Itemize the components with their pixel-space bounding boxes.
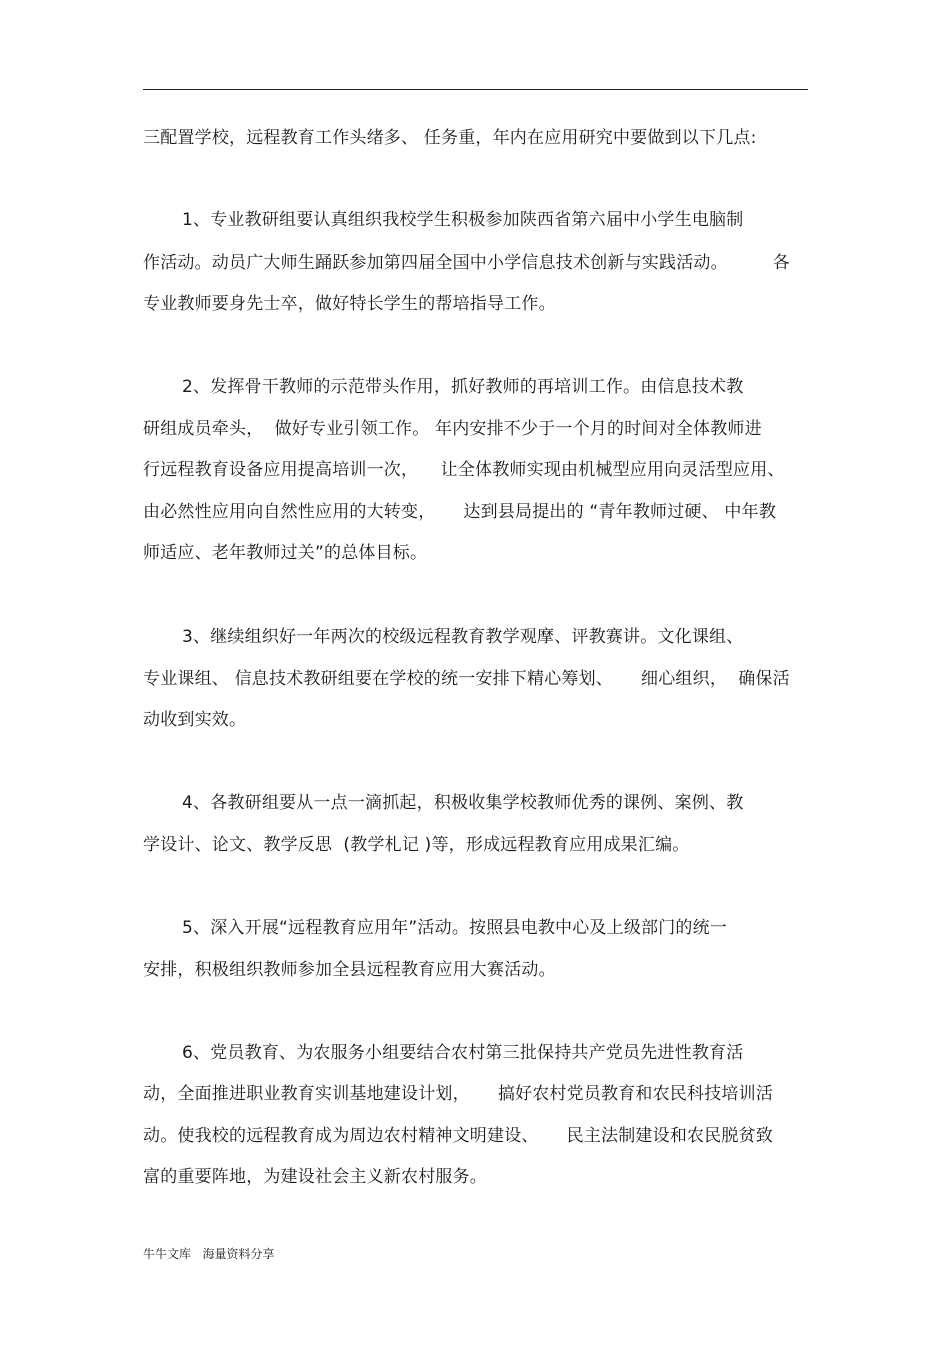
item-6-line-4: 富的重要阵地，为建设社会主义新农村服务。 bbox=[143, 1167, 487, 1187]
item-2-line-2: 研组成员牵头， 做好专业引领工作。 年内安排不少于一个月的时间对全体教师进 bbox=[143, 419, 762, 439]
intro-line: 三配置学校，远程教育工作头绪多、 任务重，年内在应用研究中要做到以下几点: bbox=[143, 128, 757, 148]
item-2-line-4: 由必然性应用向自然性应用的大转变， 达到县局提出的 “青年教师过硬、 中年教 bbox=[143, 502, 777, 522]
item-5-line-2: 安排，积极组织教师参加全县远程教育应用大赛活动。 bbox=[143, 960, 556, 980]
item-6-line-3: 动。使我校的远程教育成为周边农村精神文明建设、 民主法制建设和农民脱贫致 bbox=[143, 1126, 774, 1146]
item-5-line-1: 5、深入开展“远程教育应用年”活动。按照县电教中心及上级部门的统一 bbox=[182, 918, 728, 938]
item-1-line-3: 专业教师要身先士卒，做好特长学生的帮培指导工作。 bbox=[143, 294, 556, 314]
footer-text: 牛牛文库 海量资料分享 bbox=[143, 1247, 275, 1261]
item-3-line-3: 动收到实效。 bbox=[143, 710, 247, 730]
item-1-line-1: 1、专业教研组要认真组织我校学生积极参加陕西省第六届中小学生电脑制 bbox=[182, 210, 744, 230]
item-2-line-5: 师适应、老年教师过关”的总体目标。 bbox=[143, 543, 428, 563]
item-3-line-1: 3、继续组织好一年两次的校级远程教育教学观摩、评教赛讲。文化课组、 bbox=[182, 627, 744, 647]
item-4-line-1: 4、各教研组要从一点一滴抓起，积极收集学校教师优秀的课例、案例、教 bbox=[182, 793, 744, 813]
item-2-line-1: 2、发挥骨干教师的示范带头作用，抓好教师的再培训工作。由信息技术教 bbox=[182, 377, 744, 397]
item-3-line-2: 专业课组、 信息技术教研组要在学校的统一安排下精心筹划、 细心组织， 确保活 bbox=[143, 669, 790, 689]
item-1-line-2: 作活动。动员广大师生踊跃参加第四届全国中小学信息技术创新与实践活动。 各 bbox=[143, 253, 790, 273]
item-6-line-1: 6、党员教育、为农服务小组要结合农村第三批保持共产党员先进性教育活 bbox=[182, 1043, 744, 1063]
item-4-line-2: 学设计、论文、教学反思 (教学札记 )等，形成远程教育应用成果汇编。 bbox=[143, 835, 690, 855]
header-rule bbox=[143, 89, 808, 90]
item-2-line-3: 行远程教育设备应用提高培训一次， 让全体教师实现由机械型应用向灵活型应用、 bbox=[143, 460, 785, 480]
item-6-line-2: 动，全面推进职业教育实训基地建设计划， 搞好农村党员教育和农民科技培训活 bbox=[143, 1084, 774, 1104]
